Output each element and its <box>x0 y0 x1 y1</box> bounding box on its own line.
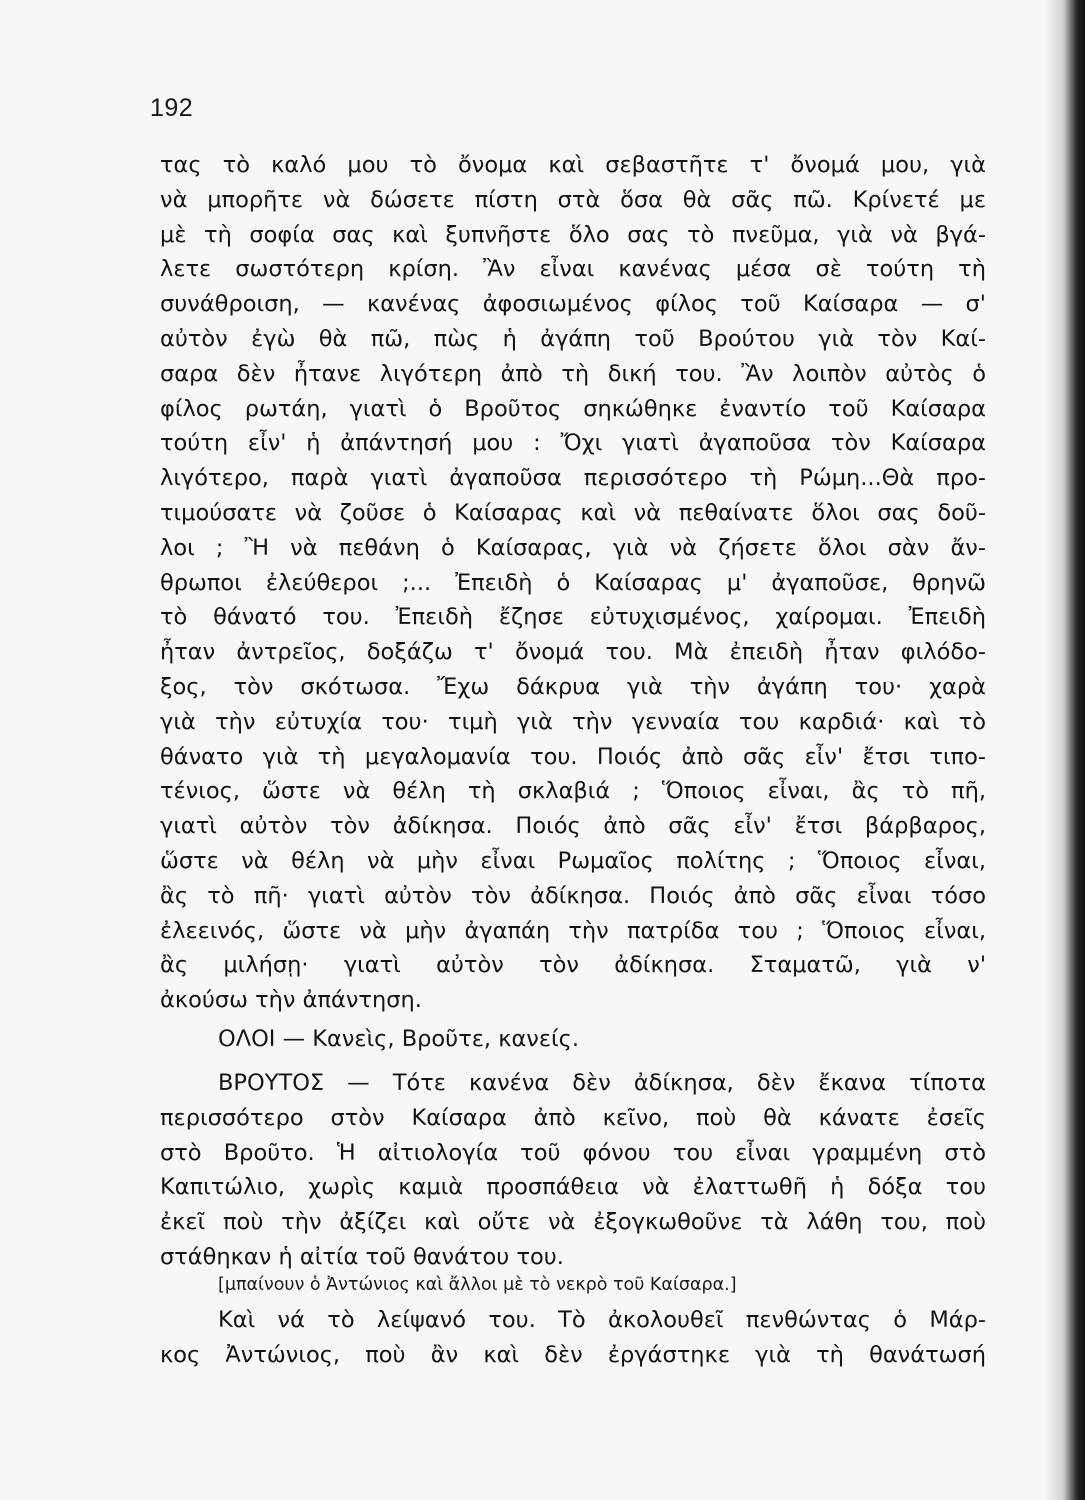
closing-paragraph <box>160 1303 986 1373</box>
text-line: νὰ μπορῆτε νὰ δώσετε πίστη στὰ ὅσα θὰ σᾶς πῶ. Κρίνετέ με <box>160 186 986 213</box>
text-line: λοι ; Ἢ νὰ πεθάνη ὁ Καίσαρας, γιὰ νὰ ζήσετε ὅλοι σὰν ἄν- <box>160 534 986 561</box>
text-line: ξος, τὸν σκότωσα. Ἔχω δάκρυα γιὰ τὴν ἀγάπη του· χαρὰ <box>160 673 986 700</box>
brutus-speech <box>160 1066 986 1275</box>
text-line: ὥστε νὰ θέλη νὰ μὴν εἶναι Ρωμαῖος πολίτης ; Ὅποιος εἶναι, <box>160 847 986 874</box>
text-line: ΒΡΟΥΤΟΣ — Τότε κανένα δὲν ἀδίκησα, δὲν ἔκανα τίποτα <box>218 1070 986 1096</box>
text-line: ἂς τὸ πῆ· γιατὶ αὐτὸν τὸν ἀδίκησα. Ποιός ἀπὸ σᾶς εἶναι τόσο <box>160 882 986 909</box>
text-line: στὸ Βροῦτο. Ἡ αἰτιολογία τοῦ φόνου του εἶναι γραμμένη στὸ <box>160 1139 986 1166</box>
stage-direction: [μπαίνουν ὁ Ἀντώνιος καὶ ἄλλοι μὲ τὸ νεκρὸ τοῦ Καίσαρα.] <box>218 1275 737 1295</box>
paragraph-continuation <box>160 148 986 1018</box>
text-line: γιὰ τὴν εὐτυχία του· τιμὴ γιὰ τὴν γενναία του καρδιά· καὶ τὸ <box>160 708 986 735</box>
text-line: τιμούσατε νὰ ζοῦσε ὁ Καίσαρας καὶ νὰ πεθαίνατε ὅλοι σας δοῦ- <box>160 499 986 526</box>
text-line: σαρα δὲν ἦτανε λιγότερη ἀπὸ τὴ δική του. Ἂν λοιπὸν αὐτὸς ὁ <box>160 360 986 387</box>
text-line: ἂς μιλήσῃ· γιατὶ αὐτὸν τὸν ἀδίκησα. Σταματῶ, γιὰ ν' <box>160 952 986 979</box>
text-line: ἀκούσω τὴν ἀπάντηση. <box>160 987 422 1014</box>
text-line: Καὶ νά τὸ λείψανό του. Τὸ ἀκολουθεῖ πενθώντας ὁ Μάρ- <box>218 1307 986 1333</box>
text-line: γιατὶ αὐτὸν τὸν ἀδίκησα. Ποιός ἀπὸ σᾶς εἶν' ἔτσι βάρβαρος, <box>160 813 986 840</box>
text-line: στάθηκαν ἡ αἰτία τοῦ θανάτου του. <box>160 1243 564 1270</box>
text-line: αὐτὸν ἐγὼ θὰ πῶ, πὼς ἡ ἀγάπη τοῦ Βρούτου γιὰ τὸν Καί- <box>160 325 986 352</box>
text-line: ἦταν ἀντρεῖος, δοξάζω τ' ὄνομά του. Μὰ ἐπειδὴ ἦταν φιλόδο- <box>160 639 986 666</box>
text-line: ἐλεεινός, ὥστε νὰ μὴν ἀγαπάη τὴν πατρίδα του ; Ὅποιος εἶναι, <box>160 917 986 944</box>
text-line: τας τὸ καλό μου τὸ ὄνομα καὶ σεβαστῆτε τ' ὄνομά μου, γιὰ <box>160 152 986 178</box>
text-line: θρωποι ἐλεύθεροι ;... Ἐπειδὴ ὁ Καίσαρας μ' ἀγαποῦσε, θρηνῶ <box>160 569 986 596</box>
text-line: λιγότερο, παρὰ γιατὶ ἀγαποῦσα περισσότερο τὴ Ρώμη...Θὰ προ- <box>160 465 986 492</box>
speaker-line-all: ΟΛΟΙ — Κανεὶς, Βροῦτε, κανείς. <box>218 1026 579 1052</box>
text-line: περισσότερο στὸν Καίσαρα ἀπὸ κεῖνο, ποὺ θὰ κάνατε ἐσεῖς <box>160 1104 986 1131</box>
text-line: λετε σωστότερη κρίση. Ἂν εἶναι κανένας μέσα σὲ τούτη τὴ <box>160 256 986 283</box>
text-line: φίλος ρωτάη, γιατὶ ὁ Βροῦτος σηκώθηκε ἐναντίο τοῦ Καίσαρα <box>160 395 986 422</box>
text-line: μὲ τὴ σοφία σας καὶ ξυπνῆστε ὅλο σας τὸ πνεῦμα, γιὰ νὰ βγά- <box>160 221 986 248</box>
page-number: 192 <box>150 94 194 122</box>
text-line: κος Ἀντώνιος, ποὺ ἂν καὶ δὲν ἐργάστηκε γιὰ τὴ θανάτωσή <box>160 1341 986 1368</box>
text-line: ἐκεῖ ποὺ τὴν ἀξίζει καὶ οὔτε νὰ ἐξογκωθοῦνε τὰ λάθη του, ποὺ <box>160 1209 986 1236</box>
spine-shadow <box>1045 0 1085 1500</box>
text-line: τὸ θάνατό του. Ἐπειδὴ ἔζησε εὐτυχισμένος, χαίρομαι. Ἐπειδὴ <box>160 604 986 631</box>
text-line: Καπιτώλιο, χωρὶς καμιὰ προσπάθεια νὰ ἐλαττωθῆ ἡ δόξα του <box>160 1174 986 1201</box>
text-line: συνάθροιση, — κανένας ἀφοσιωμένος φίλος τοῦ Καίσαρα — σ' <box>160 291 986 318</box>
text-line: τούτη εἶν' ἡ ἀπάντησή μου : Ὄχι γιατὶ ἀγαποῦσα τὸν Καίσαρα <box>160 430 986 457</box>
text-line: τένιος, ὥστε νὰ θέλη τὴ σκλαβιά ; Ὅποιος εἶναι, ἂς τὸ πῆ, <box>160 778 986 805</box>
text-line: θάνατο γιὰ τὴ μεγαλομανία του. Ποιός ἀπὸ σᾶς εἶν' ἔτσι τιπο- <box>160 743 986 770</box>
